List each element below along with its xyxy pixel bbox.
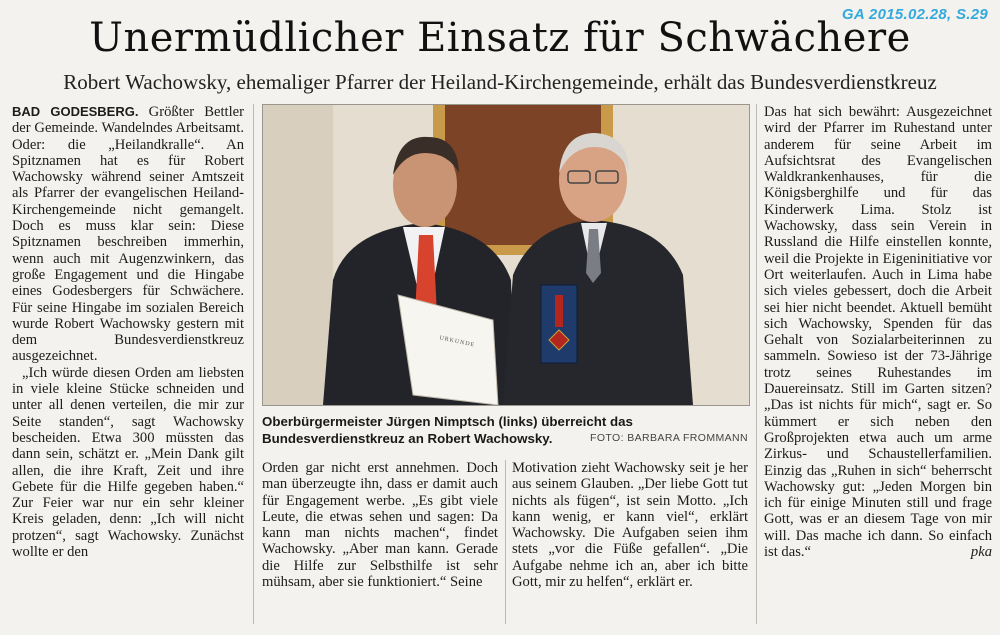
- photo-caption: Oberbürgermeister Jürgen Nimptsch (links) überreicht das Bundesverdienstkreuz an Robert Wachowsky.: [262, 414, 633, 446]
- medal-ribbon: [555, 295, 563, 327]
- subline: Robert Wachowsky, ehemaliger Pfarrer der Heiland-Kirchengemeinde, erhält das Bundesverdienstkreuz: [63, 70, 937, 94]
- dateline: BAD GODESBERG.: [12, 104, 139, 119]
- column-divider: [505, 460, 506, 624]
- author-initials: pka: [970, 544, 992, 561]
- article-column-2: [262, 460, 498, 590]
- paragraph: Das hat sich bewährt: Ausgezeichnet wird der Pfarrer im Ruhestand unter anderem für seine Arbeit im Aufsichtsrat des Evangelischen Waldkrankenhauses, für die Königsberghilfe und für das Kinderwerk Lima. Stolz ist Wachowsky, dass sein Verein in Russland die Hilfe einstellen konnte, weil die Projekte in Eigeninitiative vor Ort weiterlaufen. Auch in Lima habe sich vieles gebessert, doch die Arbeit sei hier nicht beendet. Aktuell bemüht sich Wachowsky, Spenden für das Gehalt von Sozialarbeiterinnen zu sammeln. Sowieso ist der 73-Jährige trotz seines Ruhestandes im Dauereinsatz. Still im Garten sitzen? „Das ist nichts für mich“, sagt er. So kümmert er sich neben den Großprojekten etwa auch um arme Zirkus- und Schaustellerfamilien. Einzig das „Ruhen in sich“ beherrscht Wachowsky gut: „Jeden Morgen bin ich für einige Minuten still und frage Gott, was er an diesem Tage von mir will. Das mache ich dann. So einfach ist das.“: [764, 104, 992, 561]
- paragraph: Motivation zieht Wachowsky seit je her aus seinem Glauben. „Der liebe Gott tut nichts als fügen“, ist sein Motto. „Ich kann wenig, er kann viel“, erklärt Wachowsky. Die Aufgaben seien ihm stets „vor die Füße gefallen“. „Die Aufgabe nehme ich an, aber ich bitte Gott, mir zu helfen“, erklärt er.: [512, 460, 748, 591]
- paragraph: Orden gar nicht erst annehmen. Doch man überzeugte ihn, dass er damit auch für Engagement werbe. „Es gibt viele Leute, die etwas sehen und sagen: Da kann man nichts machen“, findet Wachowsky. „Aber man kann. Gerade die Hilfe zur Selbsthilfe ist sehr mühsam, aber sie funktioniert.“ Seine: [262, 460, 498, 591]
- certificate-heading: URKUNDE: [438, 335, 476, 349]
- article-photo: [262, 104, 750, 406]
- column-divider: [756, 104, 757, 624]
- source-tag: GA 2015.02.28, S.29: [841, 6, 988, 23]
- window-light: [263, 105, 333, 405]
- column-divider: [253, 104, 254, 624]
- photo-illustration: [263, 105, 749, 405]
- article-column-4: [764, 104, 992, 561]
- lead-paragraph: Größter Bettler der Gemeinde. Wandelndes Arbeitsamt. Oder: die „Heilandkralle“. An Spitznamen hat es für Robert Wachowsky während seiner Amtszeit als Pfarrer der evangelischen Heiland-Kirchengemeinde nicht gemangelt. Doch es muss klar sein: Diese Spitznamen beschreiben immerhin, wenn auch mit Augenzwinkern, das große Engagement und die Hingabe eines Godesbergers für Schwächere. Für seine Hingabe im sozialen Bereich wurde Robert Wachowsky gestern mit dem Bundesverdienstkreuz ausgezeichnet.: [12, 104, 244, 365]
- article-column-1: [12, 104, 244, 560]
- headline: Unermüdlicher Einsatz für Schwächere: [89, 15, 911, 61]
- paragraph: „Ich würde diesen Orden am liebsten in viele kleine Stücke schneiden und unter all denen verteilen, die mir zur Seite standen“, sagt Wachowsky bescheiden. Etwa 300 müssten das dann sein, schätzt er. „Mein Dank gilt allen, die ihre Kraft, Zeit und ihre Gebete für die Hilfe gegeben haben.“ Zur Feier war nur ein sehr kleiner Kreis geladen, denn: „Ich will nicht protzen“, sagt Wachowsky. Zunächst wollte er den: [12, 364, 244, 561]
- article-column-3: [512, 460, 748, 590]
- photo-credit: FOTO: BARBARA FROMMANN: [590, 432, 748, 444]
